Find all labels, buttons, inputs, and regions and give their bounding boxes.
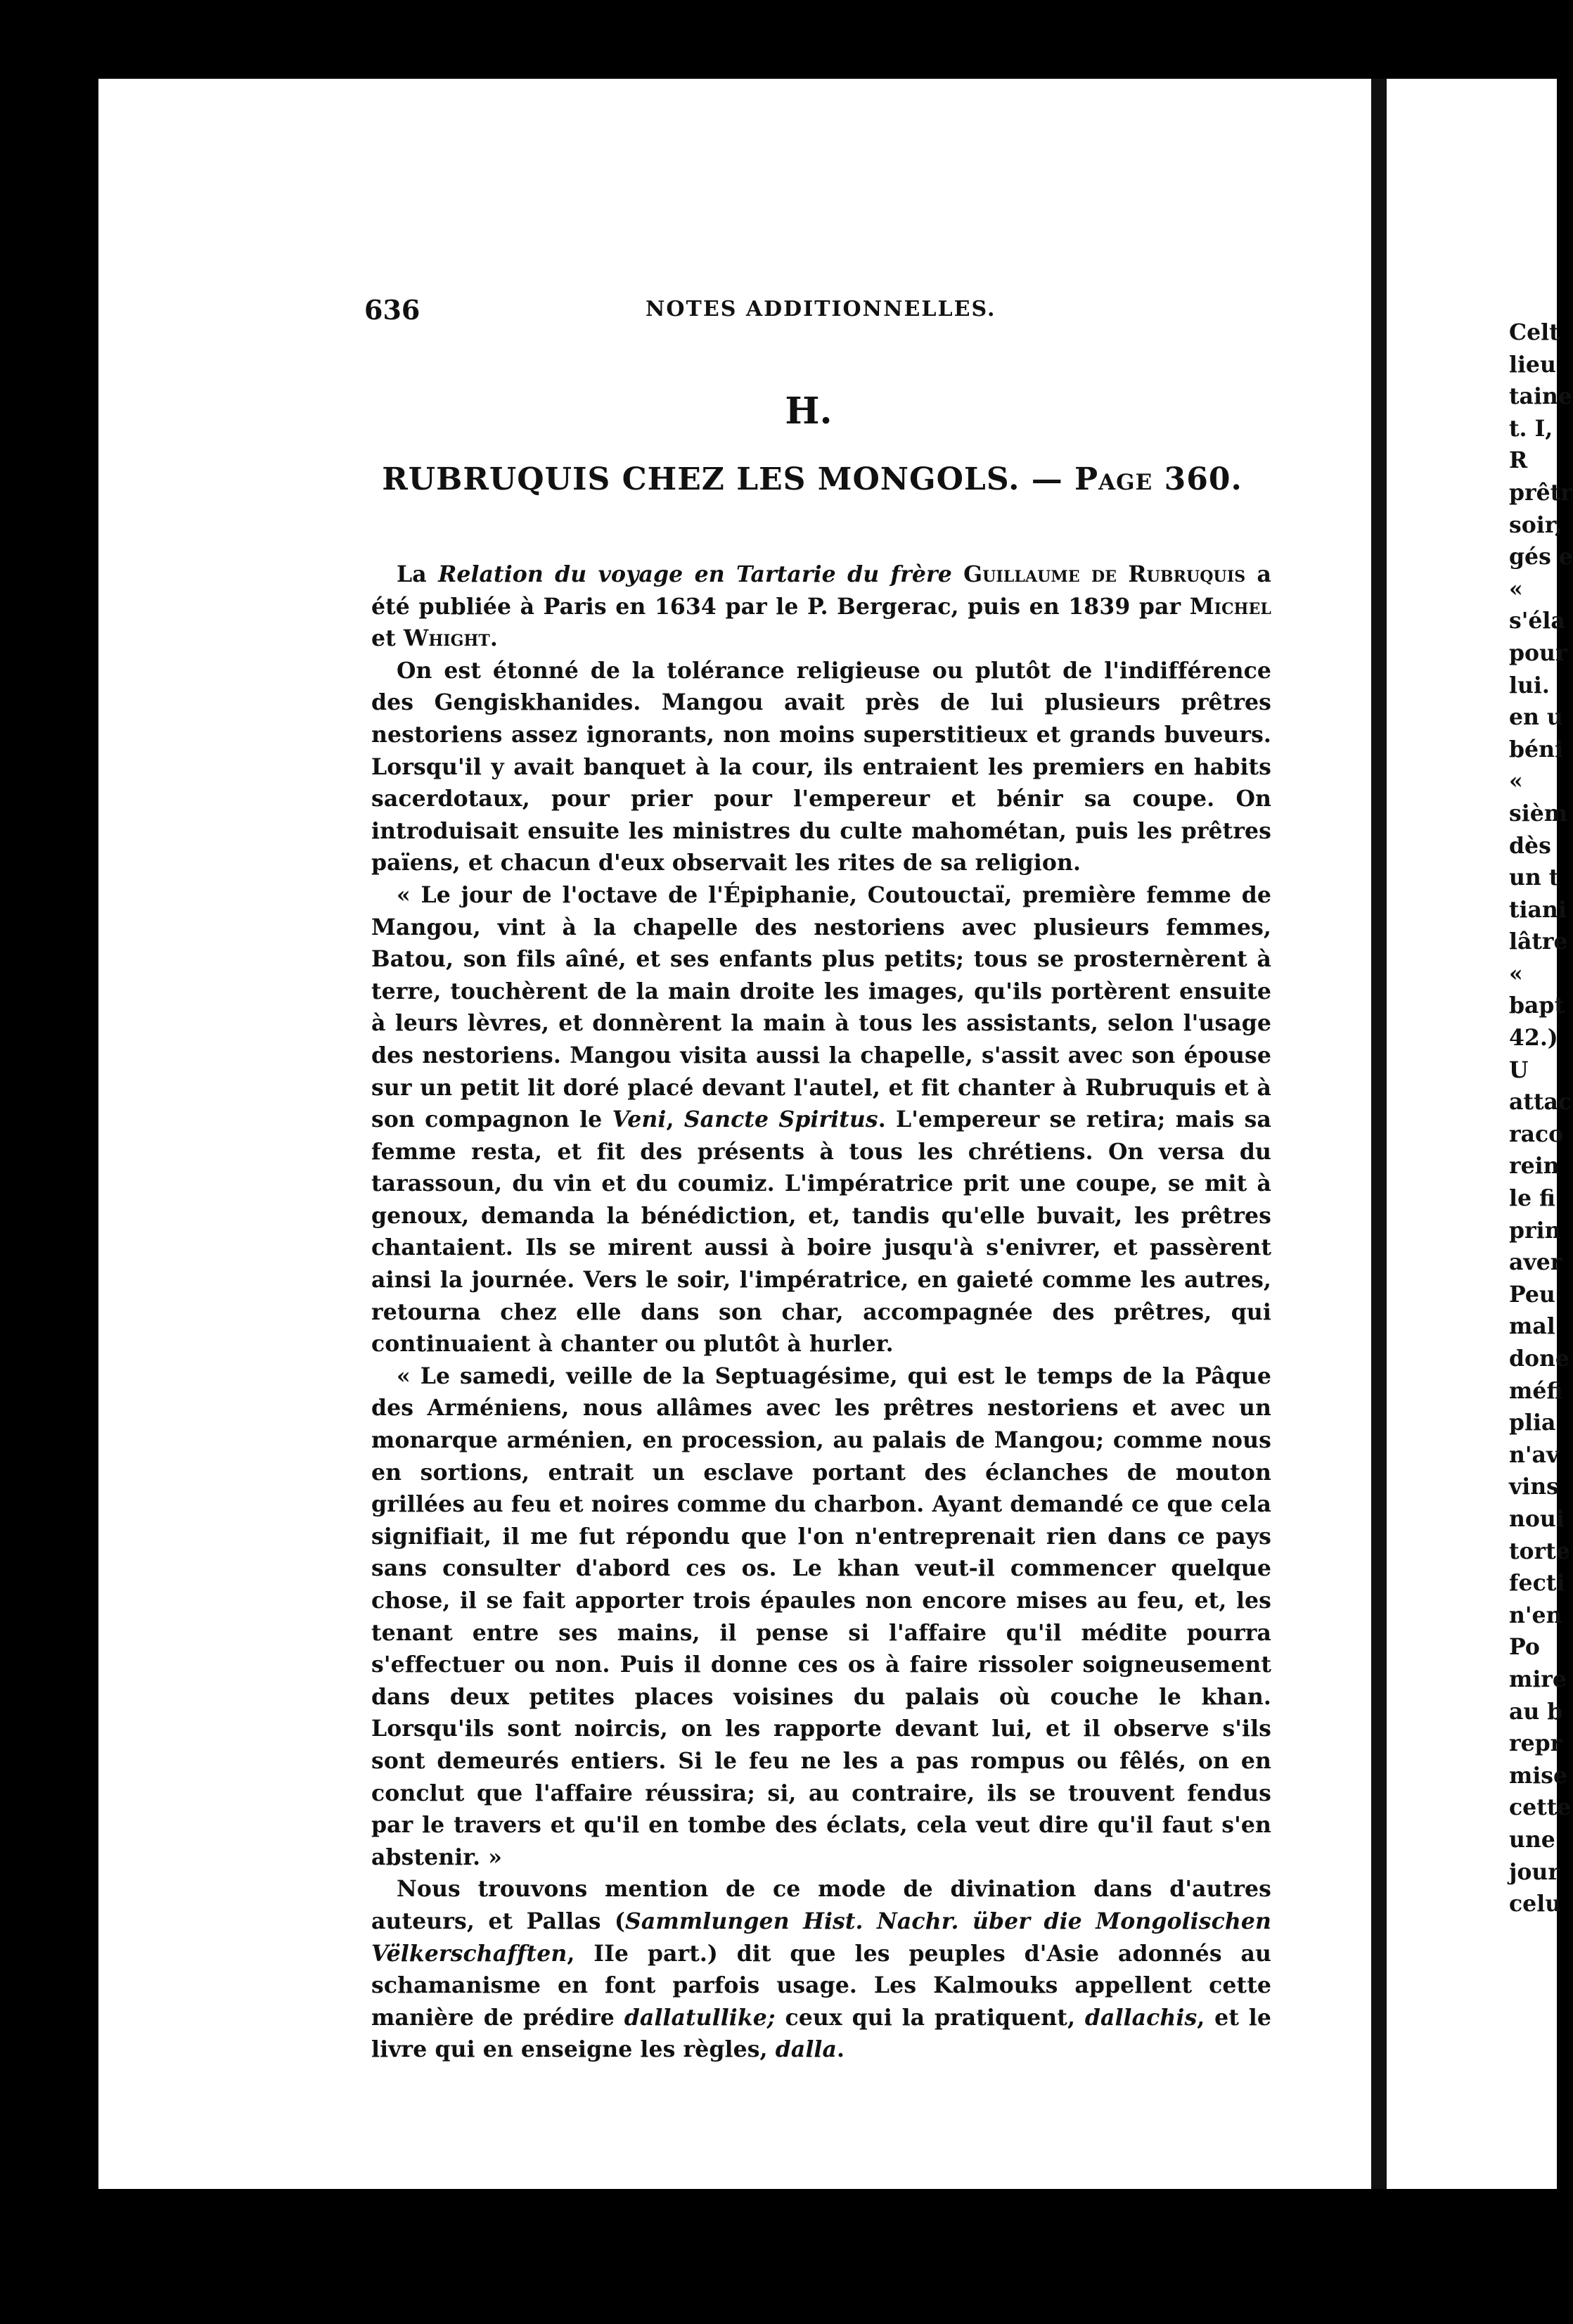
next-page-fragment: méfi (1509, 1377, 1563, 1404)
next-page-fragment: Po (1509, 1634, 1540, 1661)
text-run: et (371, 625, 404, 652)
text-run: « Le samedi, veille de la Septuagésime, qui est le temps de la Pâque des Arméniens, nous allâmes avec les prêtres nestoriens et avec un monarque arménien, en procession, au palais de Mangou; comme nous en sortions, entrait un esclave portant des éclanches de mouton grillées au feu et noires comme du charbon. Ayant demandé ce que cela signifiait, il me fut répondu que l'on n'entreprenait rien dans ce pays sans consulter d'abord ces os. Le khan veut-il commencer quelque chose, il se fait apporter trois épaules non encore mises au feu, et, les tenant entre ses mains, il pense si l'affaire qu'il médite pourra s'effectuer ou non. Puis il donne ces os à faire rissoler soigneusement dans deux petites places voisines du palais où couche le khan. Lorsqu'ils sont noircis, on les rapporte devant lui, et il observe s'ils sont demeurés entiers. Si le feu ne les a pas rompus ou fêlés, on en conclut que l'affaire réussira; si, au contraire, ils se trouvent fendus par le travers et qu'il en tombe des éclats, cela veut dire qu'il faut s'en abstenir. » (371, 1362, 1271, 1870)
next-page-fragment: lui. (1509, 672, 1550, 698)
next-page-fragment: mire (1509, 1666, 1567, 1692)
small-caps-run: Guillaume de Rubruquis (963, 561, 1246, 587)
next-page-fragment: sièm (1509, 800, 1568, 826)
text-run: On est étonné de la tolérance religieuse ou plutôt de l'indifférence des Gengiskhanides. Mangou avait près de lui plusieurs prêtres nestoriens assez ignorants, non moins superstitieux et grands buveurs. Lorsqu'il y avait banquet à la cour, ils entraient les premiers en habits sacerdotaux, pour prier pour l'empereur et bénir sa coupe. On introduisait ensuite les ministres du culte mahométan, puis les prêtres païens, et chacun d'eux observait les rites de sa religion. (371, 657, 1271, 876)
next-page-fragment: Peu (1509, 1281, 1555, 1308)
body-text (371, 558, 1271, 2066)
section-title-page: Page 360. (1074, 461, 1243, 497)
next-page-fragment: béni (1509, 736, 1563, 762)
next-page-fragment: gés e (1509, 544, 1573, 570)
next-page-fragment: 42.) (1509, 1025, 1558, 1052)
next-page-fragment: prin (1509, 1217, 1561, 1244)
italic-run: dallachis (1084, 2004, 1198, 2031)
next-page-fragment: lâtre (1509, 928, 1568, 955)
text-run: Nous trouvons mention de ce mode de divination dans d'autres auteurs, et Pallas ( (371, 1876, 1271, 1934)
text-run: . (836, 2036, 845, 2063)
next-page-fragment: taine (1509, 383, 1572, 410)
section-title-main: RUBRUQUIS CHEZ LES MONGOLS. — (382, 461, 1075, 497)
italic-run: Relation du voyage en Tartarie du frère (438, 561, 952, 587)
next-page-fragment: « (1509, 575, 1523, 602)
italic-run: Sammlungen Hist. Nachr. über die Mongolischen Vëlkerschafften (371, 1908, 1272, 1967)
next-page-fragment: plia (1509, 1410, 1556, 1436)
text-run: « Le jour de l'octave de l'Épiphanie, Coutouctaï, première femme de Mangou, vint à la chapelle des nestoriens avec plusieurs femmes, Batou, son fils aîné, et ses enfants plus petits; tous se prosternèrent à terre, touchèrent de la main droite les images, qu'ils portèrent ensuite à leurs lèvres, et donnèrent la main à tous les assistants, selon l'usage des nestoriens. Mangou visita aussi la chapelle, s'assit avec son épouse sur un petit lit doré placé devant l'autel, et fit chanter à Rubruquis et à son compagnon le (371, 881, 1271, 1133)
italic-run: dalla (775, 2036, 837, 2063)
next-page-text-fragments (1509, 317, 1573, 1920)
next-page-fragment: Celt (1509, 319, 1560, 345)
next-page-fragment: n'en (1509, 1602, 1562, 1628)
text-run: La (397, 561, 439, 587)
next-page-fragment: raco (1509, 1120, 1564, 1147)
text-run: a été publiée à Paris en 1634 par le P. Bergerac, puis en 1839 par (371, 561, 1272, 620)
small-caps-run: Michel (1189, 593, 1271, 620)
next-page-fragment: vins (1509, 1474, 1559, 1500)
next-page-fragment: rein (1509, 1153, 1560, 1180)
next-page-fragment: jour (1509, 1858, 1560, 1885)
section-title (366, 461, 1259, 497)
text-run: , (666, 1106, 684, 1133)
next-page-fragment: noui (1509, 1505, 1565, 1532)
next-page-fragment: dès (1509, 832, 1551, 859)
next-page-fragment: en u (1509, 704, 1563, 731)
paragraph (371, 879, 1271, 1360)
next-page-fragment: un t (1509, 864, 1560, 891)
text-run: . (489, 625, 498, 652)
next-page-fragment: attac (1509, 1089, 1572, 1116)
running-title: NOTES ADDITIONNELLES. (646, 297, 996, 321)
next-page-fragment: prêtr (1509, 479, 1572, 506)
next-page-fragment: au b (1509, 1698, 1563, 1725)
next-page-fragment: « (1509, 768, 1523, 795)
next-page-fragment: soir, (1509, 511, 1562, 538)
small-caps-run: Whight (403, 625, 490, 652)
next-page-fragment: done (1509, 1346, 1569, 1372)
next-page-fragment: torte (1509, 1538, 1570, 1564)
text-run: , IIe part.) dit que les peuples d'Asie adonnés au schamanisme en font parfois usage. Les Kalmouks appellent cette manière de prédire (371, 1940, 1271, 2031)
text-run (952, 561, 963, 587)
italic-run: Veni (612, 1106, 667, 1133)
section-letter: H. (785, 390, 833, 433)
next-page-fragment: s'éla (1509, 608, 1565, 634)
next-page-fragment: mise (1509, 1762, 1568, 1789)
italic-run: Sancte Spiritus (683, 1106, 878, 1133)
next-page-fragment: fecti (1509, 1570, 1565, 1597)
paragraph (371, 558, 1271, 655)
text-run: , et le livre qui en enseigne les règles, (371, 2004, 1271, 2063)
text-run: . L'empereur se retira; mais sa femme resta, et fit des présents à tous les chrétiens. On versa du tarassoun, du vin et du coumiz. L'impératrice prit une coupe, se mit à genoux, demanda la bénédiction, et, tandis qu'elle buvait, les prêtres chantaient. Ils se mirent aussi à boire jusqu'à s'enivrer, et passèrent ainsi la journée. Vers le soir, l'impératrice, en gaieté comme les autres, retourna chez elle dans son char, accompagnée des prêtres, qui continuaient à chanter ou plutôt à hurler. (371, 1106, 1271, 1358)
next-page-fragment: bapt (1509, 992, 1565, 1019)
bottom-margin (0, 2189, 1557, 2324)
running-head (364, 294, 1257, 328)
next-page-fragment: celu (1509, 1891, 1562, 1917)
paragraph (371, 655, 1271, 879)
next-page-fragment: une (1509, 1826, 1555, 1853)
page-number: 636 (364, 294, 420, 326)
next-page-fragment: « (1509, 960, 1523, 987)
text-run: ceux qui la pratiquent, (775, 2004, 1085, 2031)
next-page-fragment: mal (1509, 1313, 1555, 1340)
next-page-fragment: t. I, (1509, 415, 1553, 442)
next-page-fragment: aver (1509, 1249, 1562, 1276)
next-page-fragment: lieu (1509, 351, 1556, 378)
next-page-fragment: n'av (1509, 1441, 1560, 1468)
next-page-fragment: U (1509, 1056, 1529, 1083)
left-gutter (0, 0, 98, 2324)
next-page-fragment: le fi (1509, 1185, 1555, 1212)
page-fold (1371, 79, 1387, 2189)
next-page-fragment: R (1509, 447, 1528, 474)
italic-run: dallatullike; (624, 2004, 776, 2031)
next-page-fragment: repr (1509, 1730, 1562, 1757)
paragraph (371, 1873, 1271, 2066)
next-page-fragment: pour (1509, 639, 1567, 666)
next-page-fragment: cette (1509, 1794, 1572, 1821)
paragraph (371, 1360, 1271, 1874)
next-page-fragment: tiani (1509, 896, 1567, 923)
